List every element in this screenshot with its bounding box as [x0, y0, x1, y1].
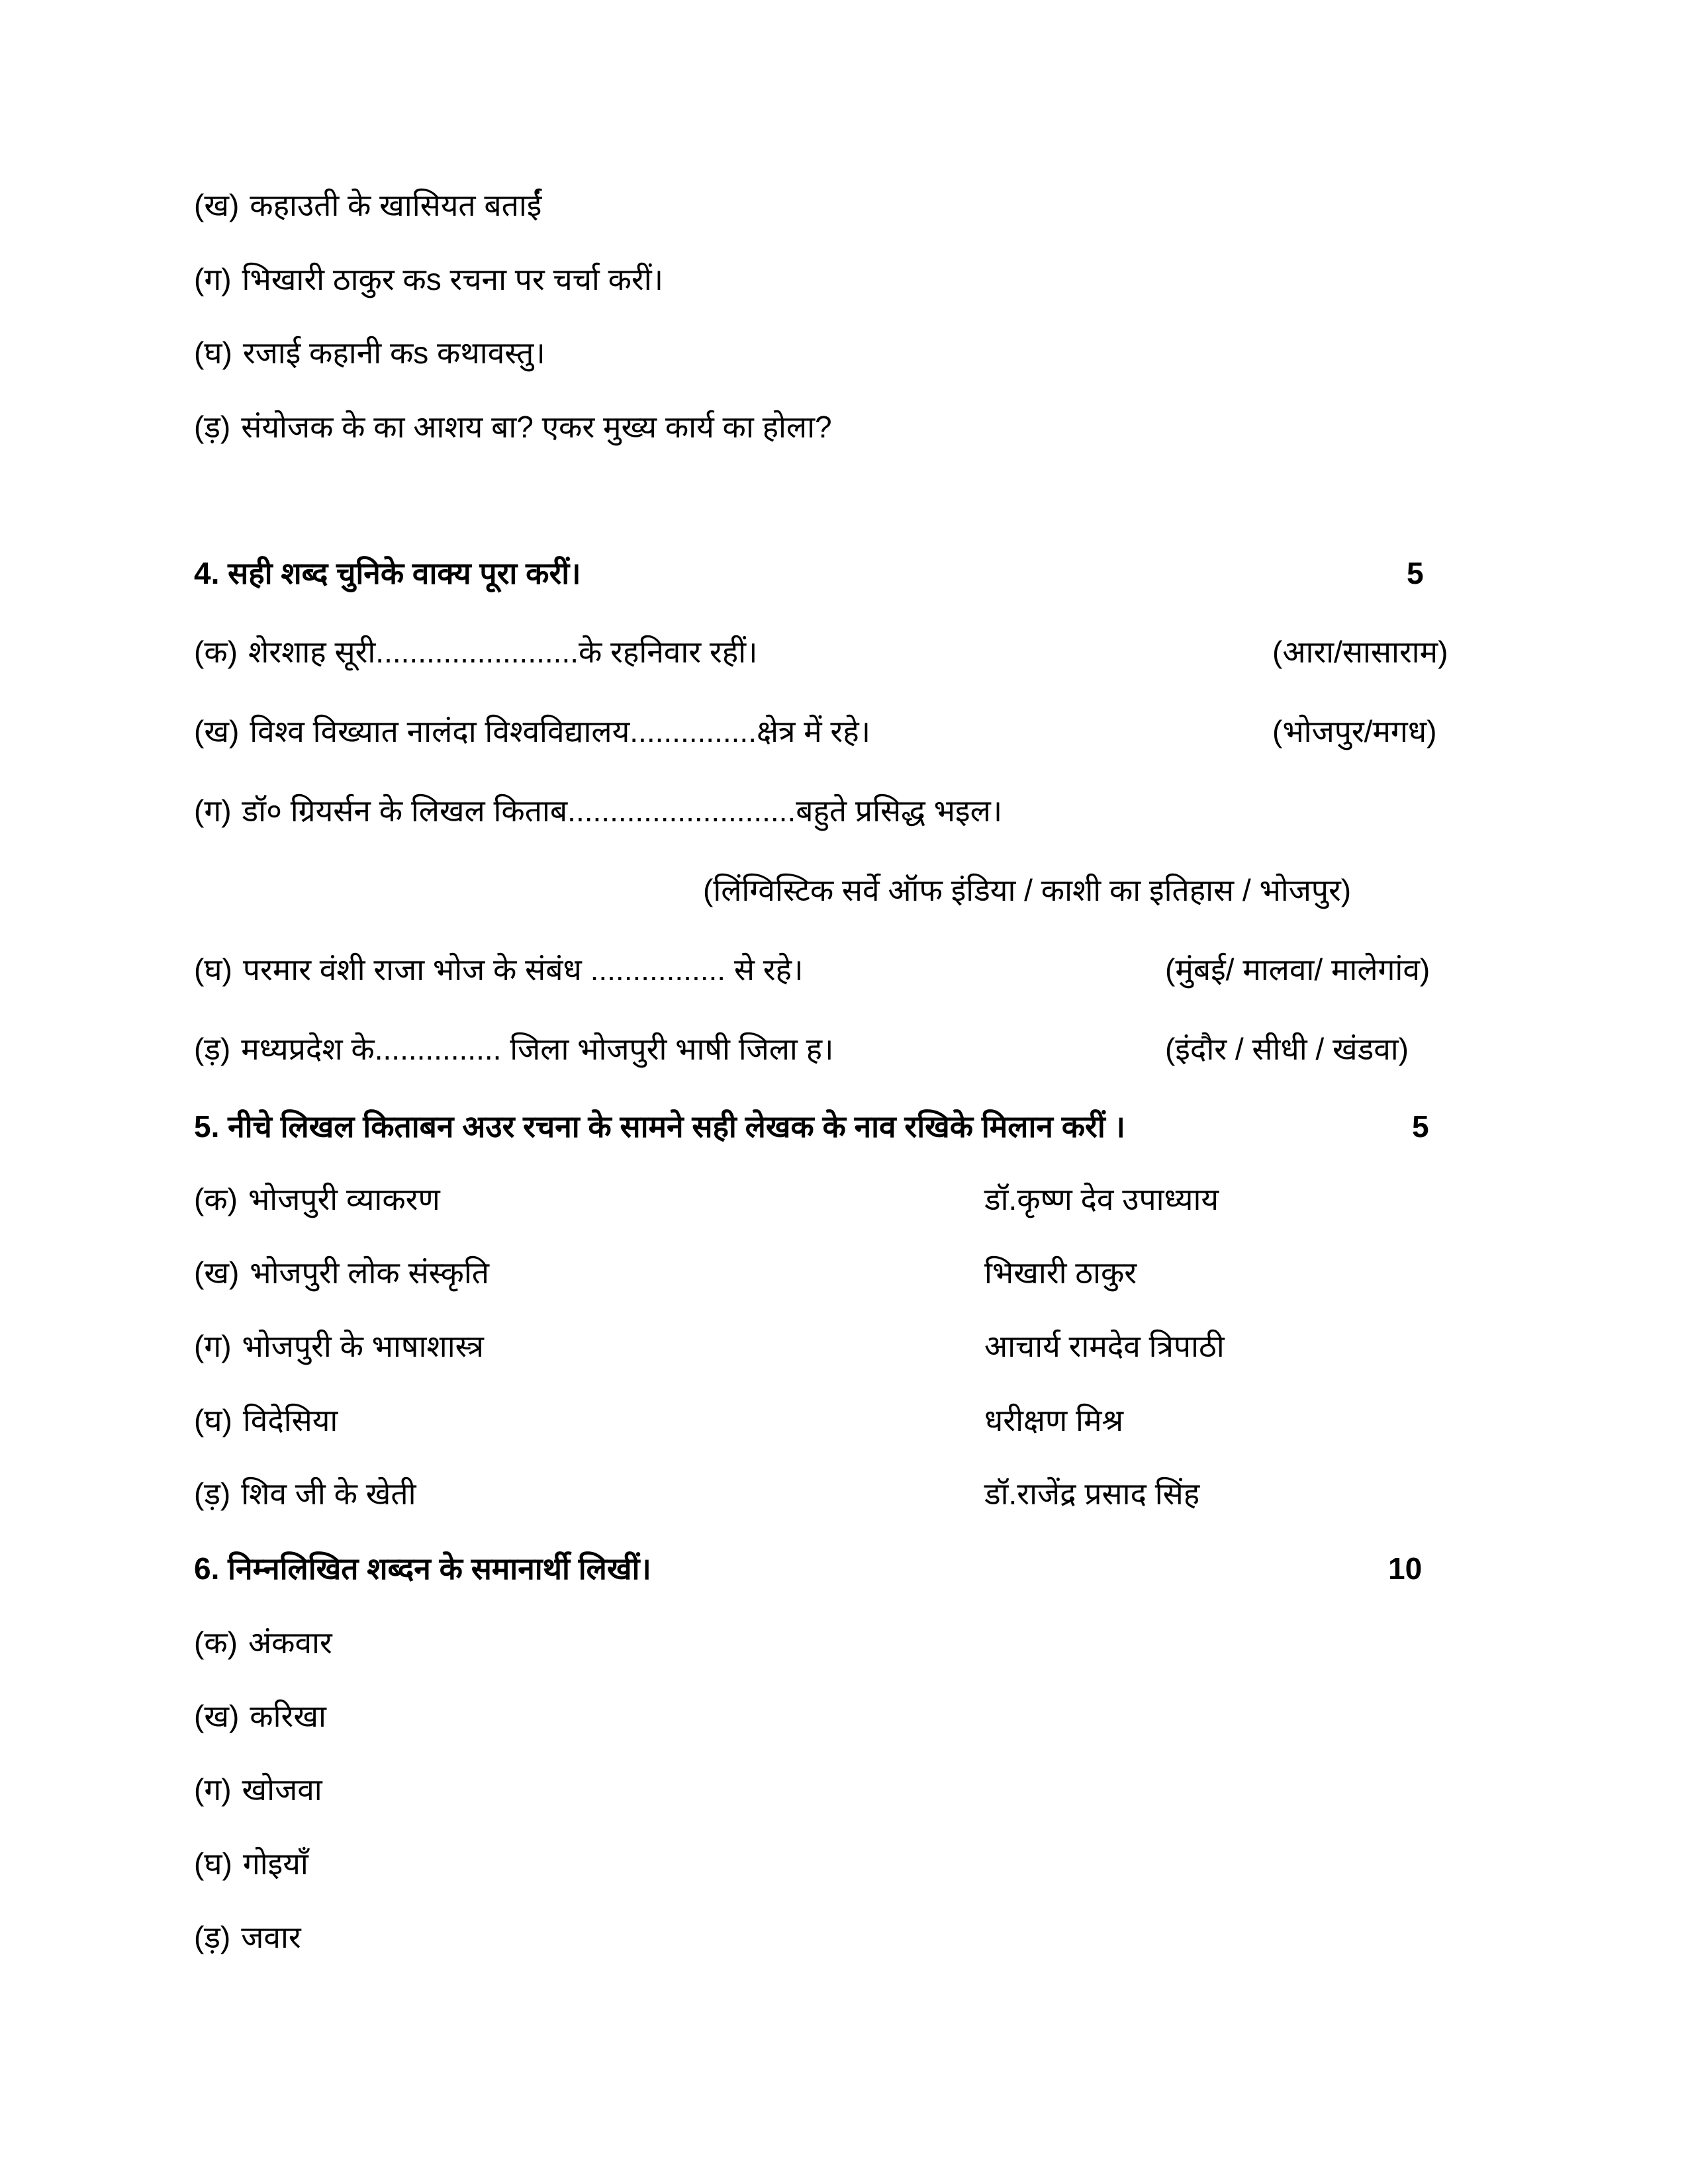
- q3-item-gha: [194, 333, 545, 373]
- item-label: (क): [194, 635, 238, 669]
- q5-row-ga: [194, 1326, 484, 1366]
- item-text: परमार वंशी राजा भोज के संबंध ................ से रहे।: [242, 952, 804, 987]
- q6-marks: 10: [1388, 1551, 1423, 1586]
- q5-heading: 5. नीचे लिखल किताबन अउर रचना के सामने सही लेखक के नाव रखिके मिलान करीं ।: [194, 1109, 1125, 1144]
- q5-author-kha: भिखारी ठाकुर: [984, 1255, 1137, 1290]
- item-label: (ग): [194, 794, 232, 828]
- item-label: (घ): [194, 952, 232, 987]
- book-title: शिव जी के खेती: [241, 1477, 416, 1511]
- q4-item-kha: [194, 711, 870, 751]
- word: गोइयाँ: [242, 1846, 308, 1881]
- q6-item-gha: [194, 1844, 308, 1884]
- word: अंकवार: [248, 1625, 332, 1660]
- item-label: (ड़): [194, 1920, 231, 1954]
- item-label: (ड़): [194, 1032, 231, 1066]
- word: करिखा: [250, 1699, 326, 1733]
- item-label: (ड़): [194, 1477, 231, 1511]
- q4-item-ga: [194, 791, 1002, 831]
- q4-item-nga: [194, 1029, 833, 1069]
- item-text: भिखारी ठाकुर कs रचना पर चर्चा करीं।: [242, 262, 664, 296]
- q3-item-nga: [194, 407, 832, 447]
- book-title: विदेसिया: [242, 1403, 338, 1437]
- q3-item-ga: [194, 259, 663, 299]
- item-label: (ग): [194, 1329, 232, 1363]
- q6-item-ka: [194, 1623, 332, 1662]
- q5-row-gha: [194, 1400, 338, 1440]
- q5-author-gha: धरीक्षण मिश्र: [984, 1403, 1124, 1437]
- book-title: भोजपुरी लोक संस्कृति: [250, 1255, 489, 1290]
- item-label: (क): [194, 1625, 238, 1660]
- item-text: विश्व विख्यात नालंदा विश्वविद्यालय...............क्षेत्र में रहे।: [250, 714, 871, 749]
- item-label: (घ): [194, 1403, 232, 1437]
- item-text: शेरशाह सूरी........................के रहनिवार रहीं।: [248, 635, 758, 669]
- q5-row-kha: [194, 1253, 489, 1293]
- q4-item-gha: [194, 950, 803, 989]
- item-text: संयोजक के का आशय बा? एकर मुख्य कार्य का होला?: [241, 410, 832, 444]
- item-text: डॉ० ग्रियर्सन के लिखल किताब...........................बहुते प्रसिद्ध भइल।: [242, 794, 1003, 828]
- item-label: (ख): [194, 714, 240, 749]
- q5-row-ka: [194, 1179, 440, 1219]
- item-label: (ख): [194, 188, 240, 222]
- q6-item-nga: [194, 1917, 301, 1957]
- book-title: भोजपुरी व्याकरण: [248, 1182, 440, 1216]
- item-text: कहाउती के खासियत बताईं: [250, 188, 542, 222]
- item-label: (घ): [194, 336, 232, 370]
- item-label: (ग): [194, 262, 232, 296]
- word: खोजवा: [242, 1772, 322, 1807]
- item-text: रजाई कहानी कs कथावस्तु।: [242, 336, 545, 370]
- q6-item-ga: [194, 1770, 322, 1809]
- item-label: (घ): [194, 1846, 232, 1881]
- q4-item-nga-options: (इंदौर / सीधी / खंडवा): [1165, 1032, 1409, 1066]
- q3-item-kha: [194, 185, 541, 225]
- item-label: (ख): [194, 1255, 240, 1290]
- item-label: (क): [194, 1182, 238, 1216]
- q5-author-nga: डॉ.राजेंद्र प्रसाद सिंह: [984, 1477, 1200, 1511]
- item-label: (ड़): [194, 410, 231, 444]
- book-title: भोजपुरी के भाषाशास्त्र: [242, 1329, 484, 1363]
- q4-item-kha-options: (भोजपुर/मगध): [1272, 714, 1437, 749]
- q4-item-ka: [194, 632, 757, 672]
- q5-row-nga: [194, 1474, 416, 1514]
- q6-heading: 6. निम्नलिखित शब्दन के समानार्थी लिखीं।: [194, 1551, 651, 1586]
- q5-author-ga: आचार्य रामदेव त्रिपाठी: [984, 1329, 1225, 1363]
- q4-marks: 5: [1407, 556, 1424, 590]
- q5-marks: 5: [1412, 1109, 1429, 1144]
- item-label: (ख): [194, 1699, 240, 1733]
- q4-item-ka-options: (आरा/सासाराम): [1272, 635, 1448, 669]
- item-text: मध्यप्रदेश के............... जिला भोजपुरी भाषी जिला ह।: [241, 1032, 834, 1066]
- item-label: (ग): [194, 1772, 232, 1807]
- q5-author-ka: डॉ.कृष्ण देव उपाध्याय: [984, 1182, 1219, 1216]
- word: जवार: [241, 1920, 301, 1954]
- q4-item-ga-options: (लिंग्विस्टिक सर्वे ऑफ इंडिया / काशी का इतिहास / भोजपुर): [703, 873, 1352, 907]
- q4-item-gha-options: (मुंबई/ मालवा/ मालेगांव): [1165, 952, 1430, 987]
- q4-heading: 4. सही शब्द चुनिके वाक्य पूरा करीं।: [194, 556, 581, 590]
- q6-item-kha: [194, 1696, 326, 1736]
